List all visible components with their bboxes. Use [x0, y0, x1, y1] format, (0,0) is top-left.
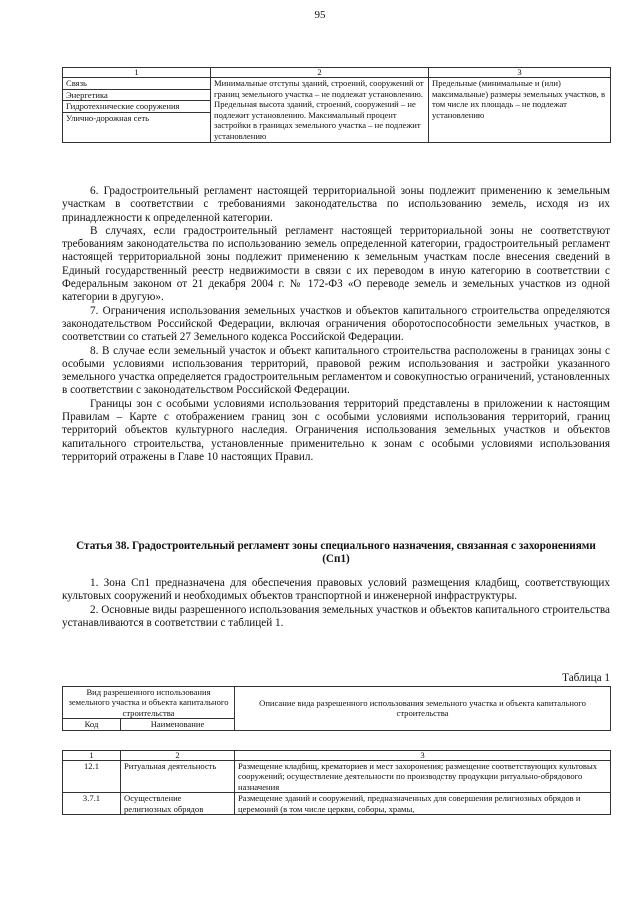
col-header-1: 1: [63, 68, 211, 78]
name-header: Наименование: [121, 719, 235, 730]
zone-item: Улично-дорожная сеть: [66, 112, 149, 123]
regulation-table-continued: [62, 67, 611, 143]
use-name: Осуществление религиозных обрядов: [121, 793, 235, 815]
plot-size-limits: Предельные (минимальные и (или) максимальные) размеры земельных участков, в том числе их площадь – не подлежат установлению: [429, 78, 611, 143]
table-caption: Таблица 1: [562, 672, 610, 684]
page-number: 95: [314, 9, 326, 21]
table-row: [63, 761, 611, 793]
permitted-use-table-header: [62, 686, 611, 731]
paragraph: 1. Зона Сп1 предназначена для обеспечения правовых условий размещения кладбищ, соответствующих культовых сооружений и необходимых объектов транспортной и инженерной инфраструктуры.: [62, 577, 610, 603]
use-code: 12.1: [63, 761, 121, 793]
zone-item: Гидротехнические сооружения: [63, 101, 210, 113]
body-text: [62, 185, 610, 464]
use-type-group-header: Вид разрешенного использования земельного участка и объекта капитального строительства: [63, 687, 235, 719]
use-code: 3.7.1: [63, 793, 121, 815]
table-row: [63, 793, 611, 815]
col-header-2: 2: [211, 68, 429, 78]
use-description: Размещение кладбищ, крематориев и мест захоронения; размещение соответствующих культовых сооружений; осуществление деятельности по производству продукции ритуально-обрядового назначения: [235, 761, 611, 793]
zone-item: Энергетика: [63, 90, 210, 102]
paragraph: 6. Градостроительный регламент настоящей территориальной зоны подлежит применению к земельным участкам в соответствии с требованиями законодательства по использованию земель, исходя из их принадлежности к определенной категории.: [62, 185, 610, 224]
paragraph: В случаях, если градостроительный регламент настоящей территориальной зоны не соответствуют требованиям законодательства по использованию земель определенной категории, градостроительный регламент настоящей территориальной зоны подлежит применению к земельным участкам после внесения сведений в Единый государственный реестр недвижимости в связи с их переводом в иную категорию в соответствии с Федеральным законом от 21 декабря 2004 г. № 172-ФЗ «О переводе земель и земельных участков из одной категории в другую».: [62, 224, 610, 304]
building-parameters: Минимальные отступы зданий, строений, сооружений от границ земельного участка – не подлежат установлению. Предельная высота зданий, строений, сооружений – не подлежит установлению. Максимальный процент застройки в границах земельного участка – не подлежит установлению: [211, 78, 429, 143]
col-number-2: 2: [121, 751, 235, 761]
permitted-use-table: [62, 750, 611, 815]
paragraph: 7. Ограничения использования земельных участков и объектов капитального строительства определяются законодательством Российской Федерации, включая ограничения оборотоспособности земельных участков, в соответствии со статьей 27 Земельного кодекса Российской Федерации.: [62, 304, 610, 344]
article-body: [62, 577, 610, 630]
zone-list: [63, 78, 211, 143]
use-name: Ритуальная деятельность: [121, 761, 235, 793]
col-number-3: 3: [235, 751, 611, 761]
code-header: Код: [63, 719, 121, 730]
col-header-3: 3: [429, 68, 611, 78]
description-header: Описание вида разрешенного использования земельного участка и объекта капитального строительства: [235, 687, 611, 731]
article-title: Статья 38. Градостроительный регламент зоны специального назначения, связанная с захоронениями (Сп1): [76, 540, 596, 566]
paragraph: 2. Основные виды разрешенного использования земельных участков и объектов капитального строительства устанавливаются в соответствии с таблицей 1.: [62, 603, 610, 629]
paragraph: Границы зон с особыми условиями использования территорий представлены в приложении к настоящим Правилам – Карте с отображением границ зон с особыми условиями использования территорий, границ территорий объектов культурного наследия. Ограничения использования земельных участков и объектов капитального строительства, установленные применительно к зонам с особыми условиями использования территорий отражены в Главе 10 настоящих Правил.: [62, 397, 610, 463]
use-description: Размещение зданий и сооружений, предназначенных для совершения религиозных обрядов и церемоний (в том числе церкви, соборы, храмы,: [235, 793, 611, 815]
col-number-1: 1: [63, 751, 121, 761]
zone-item: Связь: [63, 78, 210, 90]
paragraph: 8. В случае если земельный участок и объект капитального строительства расположены в границах зоны с особыми условиями использования территорий, правовой режим использования и застройки указанного земельного участка определяется градостроительным регламентом и совокупностью ограничений, установленных в соответствии с законодательством Российской Федерации.: [62, 344, 610, 397]
